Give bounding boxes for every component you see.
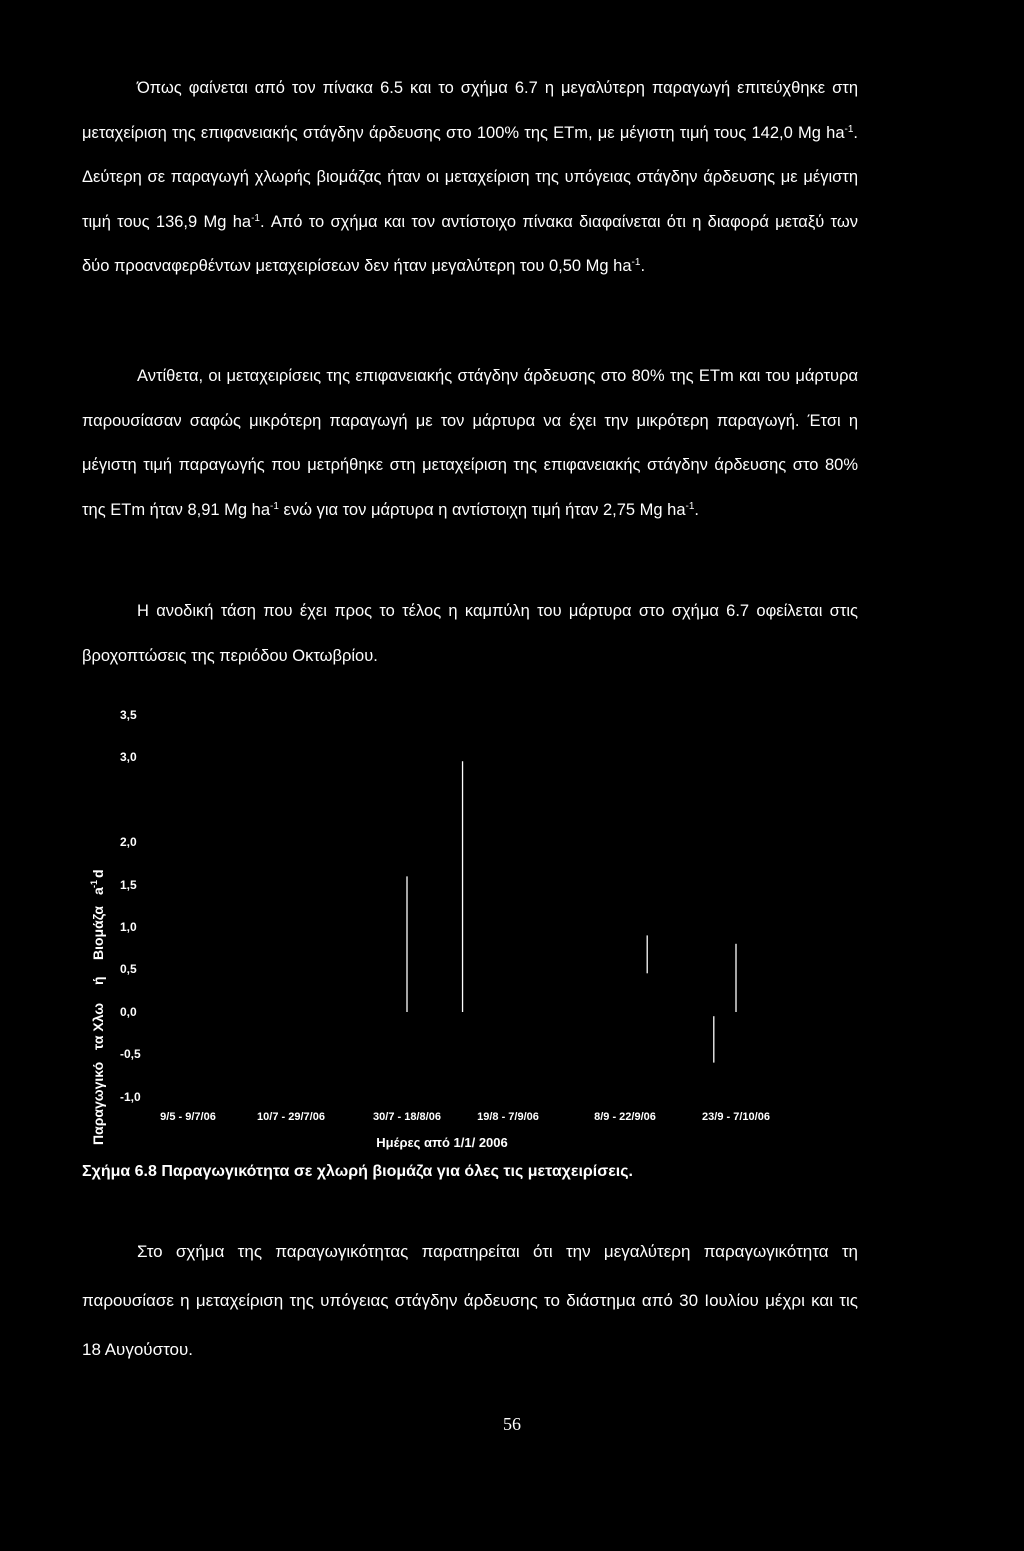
y-label-part: -1 — [89, 879, 99, 888]
superscript: - — [270, 500, 274, 512]
y-tick-label: 1,5 — [120, 878, 137, 892]
data-lines — [407, 761, 736, 1062]
y-tick-label: 2,0 — [120, 835, 137, 849]
superscript: -1 — [631, 257, 641, 268]
x-tick-label: 10/7 - 29/7/06 — [257, 1111, 325, 1123]
y-tick-label: 3,0 — [120, 750, 137, 764]
y-label-part: ή — [90, 976, 106, 985]
paragraph-text: Αντίθετα, οι μεταχειρίσεις της επιφανειακής στάγδην άρδευσης στο 80% της ETm και του μάρτυρα παρουσίασαν σαφώς μικρότερη παραγωγή με τον μάρτυρα να έχει την μικρότερη παραγωγή. Έτσι η μέγιστη τιμή παραγωγής που μετρήθηκε στη μεταχείριση της επιφανειακής στάγδην άρδευσης στο 80% της ETm ήταν 8,91 Mg ha — [82, 367, 858, 519]
superscript: -1 — [844, 123, 854, 135]
paragraph-production-comparison — [82, 66, 858, 289]
y-tick-label: 3,5 — [120, 708, 137, 722]
x-axis-ticks — [160, 1111, 770, 1123]
x-tick-label: 9/5 - 9/7/06 — [160, 1111, 216, 1123]
superscript: -1 — [251, 212, 260, 224]
paragraph-text: Όπως φαίνεται από τον πίνακα 6.5 και το σχήμα 6.7 η μεγαλύτερη παραγωγή επιτεύχθηκε στη μεταχείριση της επιφανειακής στάγδην άρδευσης στο 100% της ETm, με μέγιστη τιμή τους 142,0 Mg ha — [82, 79, 858, 142]
paragraph-lower-production — [82, 354, 858, 532]
y-tick-label: -1,0 — [120, 1090, 141, 1104]
y-label-part: Βιομάζα — [90, 906, 106, 960]
paragraph-conclusion — [82, 1227, 858, 1374]
x-axis-label: Ημέρες από 1/1/ 2006 — [376, 1135, 508, 1150]
y-tick-label: 0,0 — [120, 1005, 137, 1019]
paragraph-text: ενώ για τον μάρτυρα η αντίστοιχη τιμή ήταν 2,75 Mg ha — [278, 500, 686, 519]
y-label-part: d — [90, 869, 106, 878]
paragraph-text: Η ανοδική τάση που έχει προς το τέλος η καμπύλη του μάρτυρα στο σχήμα 6.7 οφείλεται στις βροχοπτώσεις της περιόδου Οκτωβρίου. — [82, 602, 858, 665]
x-tick-label: 8/9 - 22/9/06 — [594, 1111, 656, 1123]
paragraph-text: . Δεύτερη σε παραγωγή χλωρής βιομάζας ήταν οι μεταχείριση της υπόγειας στάγδην άρδευσης με μέγιστη τιμή τους 136,9 Mg ha — [82, 123, 858, 231]
x-tick-label: 23/9 - 7/10/06 — [702, 1111, 770, 1123]
paragraph-text: Στο σχήμα της παραγωγικότητας παρατηρείται ότι την μεγαλύτερη παραγωγικότητα τη παρουσίασε η μεταχείριση της υπόγειας στάγδην άρδευσης το διάστημα από 30 Ιουλίου μέχρι και τις 18 Αυγούστου. — [82, 1242, 858, 1359]
superscript: -1 — [685, 500, 695, 512]
y-label-part: a — [90, 887, 106, 895]
x-tick-label: 19/8 - 7/9/06 — [477, 1111, 539, 1123]
paragraph-rainfall-note — [82, 589, 858, 678]
paragraph-text: . Από το σχήμα και τον αντίστοιχο πίνακα διαφαίνεται ότι η διαφορά μεταξύ των δύο προαναφερθέντων μεταχειρίσεων δεν ήταν μεγαλύτερη του 0,50 Mg ha — [82, 212, 858, 275]
x-tick-label: 30/7 - 18/8/06 — [373, 1111, 441, 1123]
y-label-part: Παραγωγικό — [90, 1061, 106, 1145]
y-tick-label: 1,0 — [120, 920, 137, 934]
y-tick-label: 0,5 — [120, 962, 137, 976]
y-tick-label: -0,5 — [120, 1047, 141, 1061]
figure-caption: Σχήμα 6.8 Παραγωγικότητα σε χλωρή βιομάζα για όλες τις μεταχειρίσεις. — [82, 1163, 633, 1180]
page-number: 56 — [503, 1414, 521, 1434]
y-axis-label — [89, 869, 106, 1145]
y-label-part: τα Χλω — [90, 1002, 106, 1050]
y-axis-ticks — [120, 708, 141, 1104]
superscript: 1 — [273, 500, 279, 512]
paragraph-text: . — [694, 500, 699, 519]
paragraph-text: . — [640, 257, 646, 275]
productivity-chart — [80, 700, 840, 1160]
